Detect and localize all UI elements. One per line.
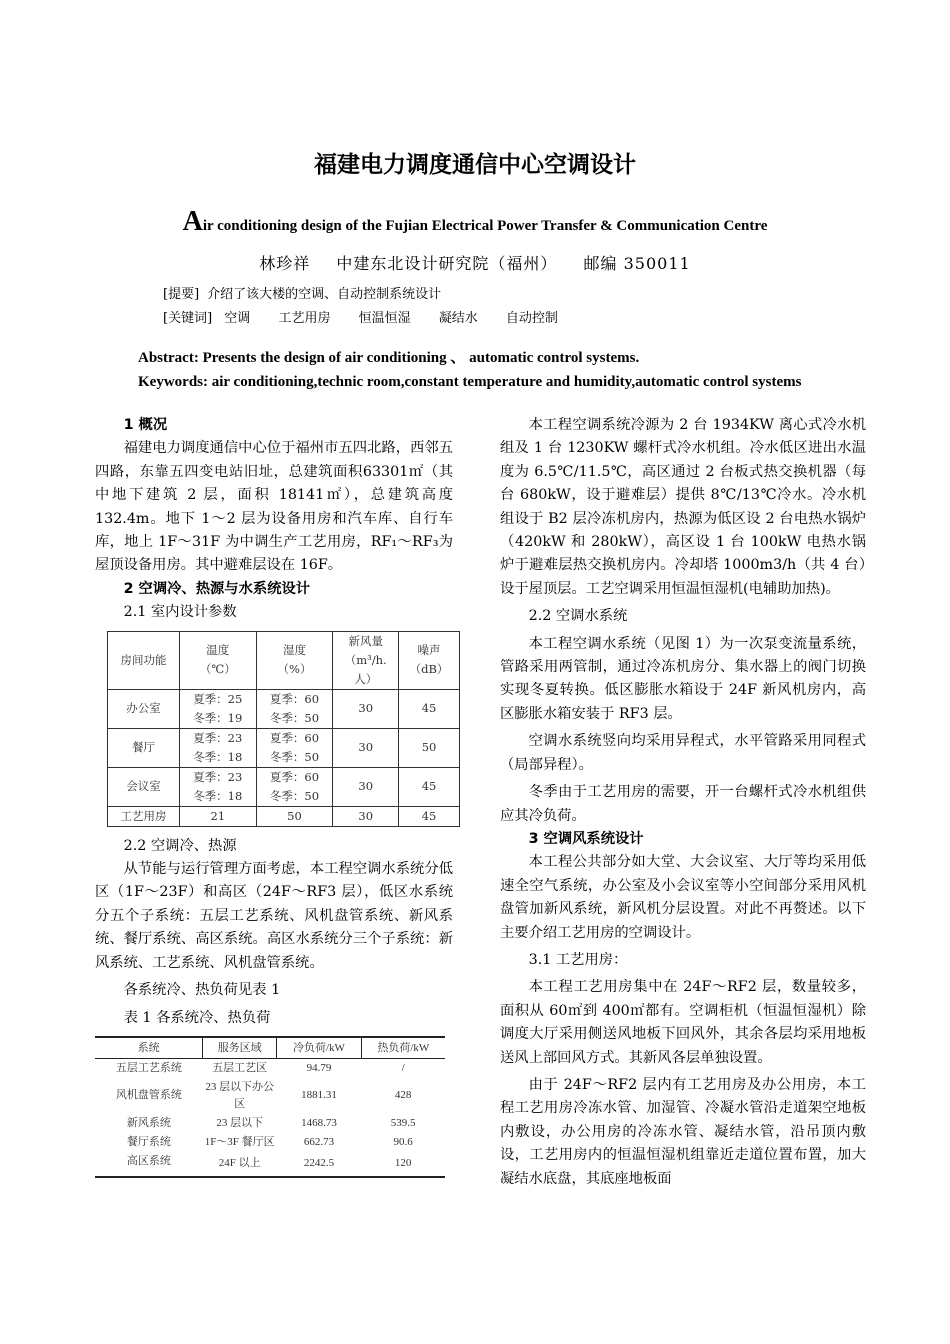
cell: 90.6 <box>393 1135 413 1148</box>
cell: 夏季：60 冬季：50 <box>256 767 333 806</box>
keyword: 自动控制 <box>505 311 558 326</box>
cell: 五层工艺区 <box>212 1061 268 1074</box>
paragraph: 本工程空调水系统（见图 1）为一次泵变流量系统，管路采用两管制，通过冷冻机房分、集水器上的阀门切换实现冬夏转换。低区膨胀水箱设于 24F 新风机房内，高区膨胀水箱安装于 RF3 层。 <box>500 635 866 722</box>
cell: 120 <box>394 1157 412 1170</box>
postcode: 邮编 350011 <box>583 254 691 273</box>
cell: 45 <box>399 689 460 728</box>
header-cell: 服务区域 <box>203 1037 277 1059</box>
header-cell: 系统 <box>95 1037 203 1059</box>
author-name: 林珍祥 <box>259 254 311 273</box>
subsection-heading: 2.2 空调冷、热源 <box>123 837 237 854</box>
cell: 94.79 <box>306 1061 332 1074</box>
section-heading: 2 空调冷、热源与水系统设计 <box>123 580 311 597</box>
section-heading: 1 概况 <box>123 417 168 433</box>
paragraph: 本工程公共部分如大堂、大会议室、大厅等均采用低速全空气系统，办公室及小会议室等小空间部分采用风机盘管加新风系统，新风机分层设置。对此不再赘述。以下主要介绍工艺用房的空调设计。 <box>500 854 866 941</box>
cell: 餐厅 <box>108 728 180 767</box>
cell: 风机盘管系统 <box>115 1089 182 1102</box>
header-cell: 新风量 （m³/h. 人） <box>333 631 399 689</box>
paragraph: 冬季由于工艺用房的需要，开一台螺杆式冷水机组供应其冷负荷。 <box>500 784 866 824</box>
table-row <box>95 1078 445 1114</box>
author-line <box>0 251 950 274</box>
paragraph: 从节能与运行管理方面考虑，本工程空调水系统分低区（1F～23F）和高区（24F～RF3 层），低区水系统分五个子系统：五层工艺系统、风机盘管系统、新风系统、餐厅系统、高区系统。高区水系统分三个子系统：新风系统、工艺系统、风机盘管系统。 <box>95 861 453 971</box>
keywords-cn <box>163 307 582 326</box>
table-row <box>108 806 460 826</box>
paragraph: 福建电力调度通信中心位于福州市五四北路，西邻五四路，东靠五四变电站旧址，总建筑面积63301㎡（其中地下建筑 2 层，面积 18141㎡），总建筑高度 132.4m。地下 1～2 层为设备用房和汽车库、自行车库，地上 1F～31F 为中调生产工艺用房，RF₁～RF₃为屋顶设备用房。其中避难层设在 16F。 <box>95 440 453 574</box>
keyword: 凝结水 <box>438 311 478 326</box>
header-cell: 温度 （℃） <box>179 631 256 689</box>
cell: 662.73 <box>303 1135 335 1148</box>
summary-text: 介绍了该大楼的空调、自动控制系统设计 <box>207 287 442 302</box>
cell: 24F 以上 <box>218 1157 261 1170</box>
cell: 新风系统 <box>126 1116 171 1129</box>
keywords-en: Keywords: air conditioning,technic room,constant temperature and humidity,automatic control systems <box>138 374 802 390</box>
paper-title: 福建电力调度通信中心空调设计 <box>314 152 636 178</box>
header-cell: 冷负荷/kW <box>277 1037 362 1059</box>
paragraph: 本工程空调系统冷源为 2 台 1934KW 离心式冷水机组及 1 台 1230KW 螺杆式冷水机组。冷水低区进出水温度为 6.5℃/11.5℃，高区通过 2 台板式热交换机器（每台 680kW，设于避难层）提供 8℃/13℃冷水。冷水机组设于 B2 层冷冻机房内，热源为低区设 2 台电热水锅炉（420kW 和 280kW），高区设 1 台 100kW 电热水锅炉于避难层热交换机房内。冷却塔 1000m3/h（共 4 台）设于屋顶层。工艺空调采用恒温恒湿机(电辅助加热)。 <box>500 417 866 597</box>
summary-cn <box>163 283 465 302</box>
cell: 539.5 <box>390 1116 416 1129</box>
header-cell: 湿度 （%） <box>256 631 333 689</box>
table-header-row <box>108 631 460 689</box>
cell: 夏季：23 冬季：18 <box>179 728 256 767</box>
subsection-heading: 2.1 室内设计参数 <box>123 604 237 621</box>
cell: 428 <box>394 1089 412 1102</box>
table-row <box>95 1058 445 1078</box>
table-row <box>95 1114 445 1133</box>
cell: 1468.73 <box>301 1116 337 1129</box>
cell: 夏季：60 冬季：50 <box>256 728 333 767</box>
cell: 1F～3F 餐厅区 <box>204 1135 275 1148</box>
cell: 工艺用房 <box>108 806 180 826</box>
cell: 45 <box>399 767 460 806</box>
paragraph: 空调水系统竖向均采用异程式，水平管路采用同程式（局部异程）。 <box>500 733 866 773</box>
subsection-heading: 3.1 工艺用房： <box>528 951 628 968</box>
cell: 高区系统 <box>126 1154 171 1167</box>
cell: 办公室 <box>108 689 180 728</box>
english-title <box>0 206 950 238</box>
table-row <box>108 728 460 767</box>
cell: 30 <box>333 689 399 728</box>
keyword: 恒温恒湿 <box>358 311 411 326</box>
cell: 餐厅系统 <box>126 1135 171 1148</box>
table-row <box>108 767 460 806</box>
abstract-en: Abstract: Presents the design of air conditioning 、 automatic control systems. <box>138 350 640 366</box>
paragraph: 由于 24F～RF2 层内有工艺用房及办公用房，本工程工艺用房冷冻水管、加湿管、冷凝水管沿走道架空地板内敷设，办公用房的冷冻水管、凝结水管，沿吊顶内敷设，工艺用房内的恒温恒湿机组靠近走道位置布置，加大凝结水底盘，其底座地板面 <box>500 1076 866 1187</box>
header-cell: 热负荷/kW <box>361 1037 445 1059</box>
cell: 50 <box>256 806 333 826</box>
cell: 30 <box>333 728 399 767</box>
cell: 1881.31 <box>301 1089 337 1102</box>
load-table <box>95 1036 445 1178</box>
table-header-row <box>95 1037 445 1059</box>
english-title-rest: ir conditioning design of the Fujian Electrical Power Transfer & Communication Centre <box>202 218 768 234</box>
cell: 23 层以下办公区 <box>205 1080 275 1110</box>
cell: 21 <box>179 806 256 826</box>
cell: 30 <box>333 806 399 826</box>
design-parameters-table <box>107 631 460 827</box>
cell: 30 <box>333 767 399 806</box>
cell: 23 层以下 <box>216 1116 264 1129</box>
header-cell: 噪声 （dB） <box>399 631 460 689</box>
table-row <box>95 1152 445 1177</box>
left-column <box>95 414 453 1178</box>
table-row <box>95 1133 445 1152</box>
english-title-initial: A <box>182 206 203 237</box>
header-cell: 房间功能 <box>108 631 180 689</box>
cell: / <box>401 1061 405 1074</box>
cell: 会议室 <box>108 767 180 806</box>
paragraph: 本工程工艺用房集中在 24F～RF2 层，数量较多，面积从 60㎡到 400㎡都有。空调柜机（恒温恒湿机）除调度大厅采用侧送风地板下回风外，其余各层均采用地板送风上部回风方式。其新风各层单独设置。 <box>500 979 866 1066</box>
cell: 夏季：25 冬季：19 <box>179 689 256 728</box>
summary-label: [提要] <box>163 287 200 302</box>
section-heading: 3 空调风系统设计 <box>528 830 644 847</box>
cell: 夏季：23 冬季：18 <box>179 767 256 806</box>
keywords-label: [关键词] <box>163 311 213 326</box>
keyword: 工艺用房 <box>278 311 331 326</box>
keyword: 空调 <box>224 311 251 326</box>
author-org: 中建东北设计研究院（福州） <box>336 254 558 273</box>
cell: 夏季：60 冬季：50 <box>256 689 333 728</box>
cell: 50 <box>399 728 460 767</box>
table-caption: 表 1 各系统冷、热负荷 <box>123 1009 271 1026</box>
cell: 五层工艺系统 <box>115 1061 182 1074</box>
cell: 2242.5 <box>303 1157 335 1170</box>
paragraph: 各系统冷、热负荷见表 1 <box>123 982 281 999</box>
subsection-heading: 2.2 空调水系统 <box>528 608 628 625</box>
right-column <box>500 414 866 1191</box>
cell: 45 <box>399 806 460 826</box>
table-row <box>108 689 460 728</box>
